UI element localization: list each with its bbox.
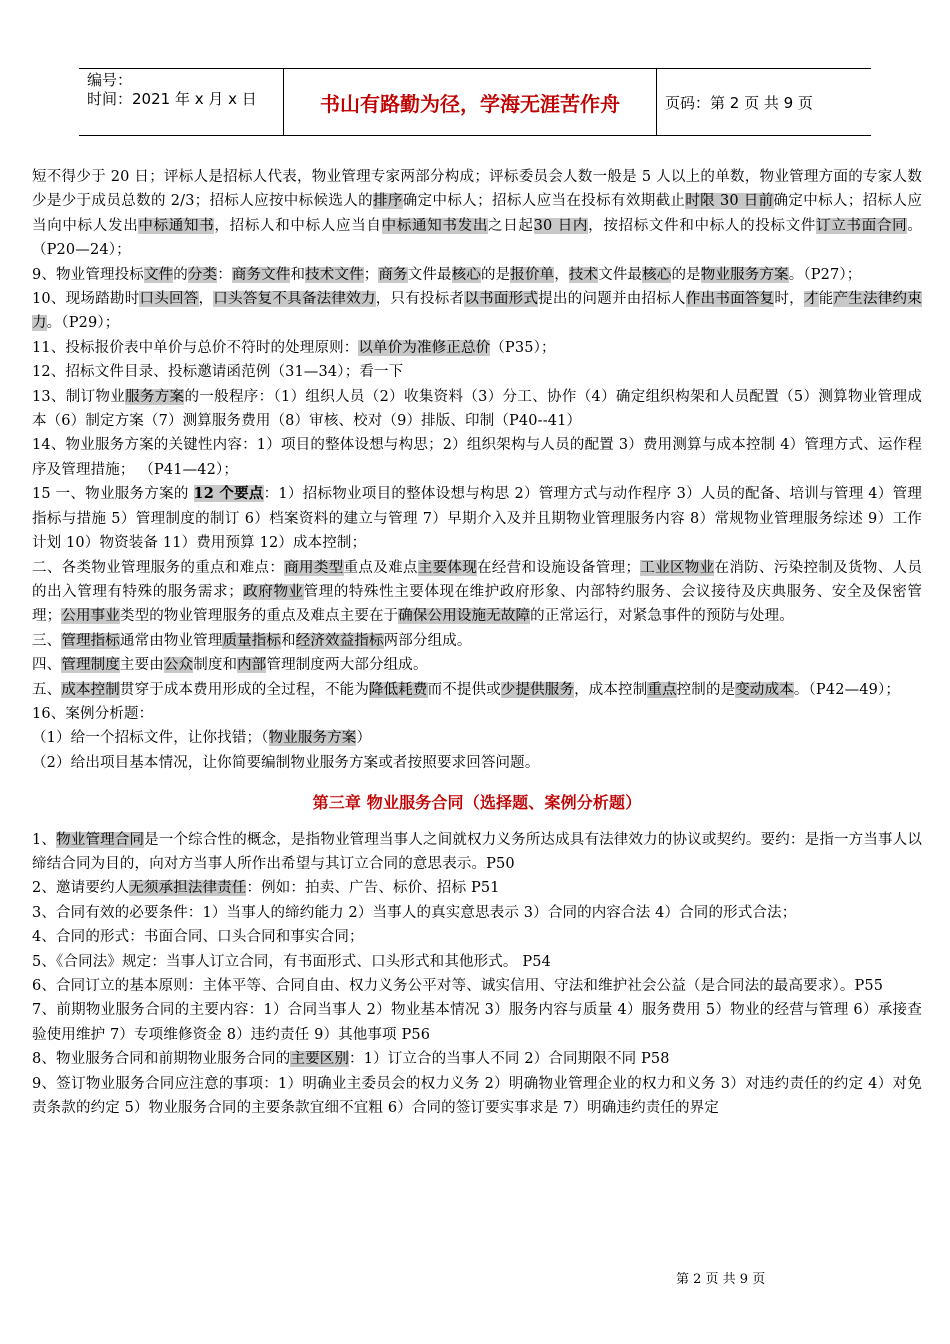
- text-run: 。（P42—49）；: [793, 681, 901, 698]
- text-run: 是一个综合性的概念，是指物业管理当事人之间就权力义务所达成具有法律效力的协议或契约。要约：是指一方当事人以缔结合同为目的，向对方当事人所作出希望与其订立合同的意思表示。P50: [32, 831, 922, 872]
- text-run: 三、: [32, 632, 62, 649]
- text-run: 控制的是: [676, 681, 736, 698]
- text-run: 。（P27）；: [788, 266, 862, 283]
- text-run: 1、: [32, 831, 57, 848]
- paragraph-ch3-item-4: 4、合同的形式：书面合同、口头合同和事实合同；: [32, 929, 364, 946]
- paragraph-ch3-item-5: 5、《合同法》规定：当事人订立合同，有书面形式、口头形式和其他形式。 P54: [32, 953, 551, 970]
- highlight: 技术文件: [305, 266, 364, 283]
- text-run: （P35）；: [490, 339, 556, 356]
- highlight: 商务: [378, 266, 408, 283]
- text-run: 。（P20—24）；: [32, 217, 923, 259]
- text-run: 13、制订物业: [32, 388, 126, 405]
- highlight: 经济效益指标: [295, 632, 384, 649]
- paragraph-ch3-item-6: 6、合同订立的基本原则：主体平等、合同自由、权力义务公平对等、诚实信用、守法和维护社会公益（是合同法的最高要求）。P55: [32, 978, 884, 994]
- highlight: 中标通知书发出: [381, 217, 489, 234]
- highlight: 工业区物业: [640, 559, 715, 576]
- text-run: 的一般程序：（1）组织人员（2）收集资料（3）分工、协作（4）确定组织构架和人员配置（5）测算物业管理成本（6）制定方案（7）测算服务费用（8）审核、校对（9）排版、印制（P40--41）: [32, 388, 922, 430]
- paragraph-item-10: [32, 287, 922, 336]
- document-body: [32, 165, 922, 1120]
- highlight: 商务文件: [231, 266, 291, 283]
- highlight: 服务方案: [125, 388, 185, 405]
- text-run: ，: [554, 266, 569, 283]
- highlight: 分类: [187, 266, 218, 283]
- highlight: 排序: [373, 193, 403, 210]
- paragraph-item-15: [32, 482, 922, 555]
- highlight: 中标通知书: [138, 217, 215, 234]
- highlight: 无须承担法律责任: [129, 880, 247, 897]
- text-run: 五、: [32, 681, 62, 698]
- paragraph-section-5: [32, 678, 922, 702]
- text-run: 和: [281, 632, 296, 649]
- paragraph-ch3-item-1: [32, 828, 922, 877]
- text-run: 文件最: [598, 266, 643, 283]
- highlight: 主要体现: [417, 559, 478, 576]
- text-run: 通常由物业管理: [119, 632, 223, 649]
- text-run: 管理制度两大部分组成。: [266, 657, 428, 674]
- paragraph-ch3-item-3: 3、合同有效的必要条件：1）当事人的缔约能力 2）当事人的真实意思表示 3）合同的内容合法 4）合同的形式合法；: [32, 904, 797, 921]
- text-run: 主要由: [119, 657, 164, 674]
- text-run: 重点及难点: [343, 559, 418, 576]
- highlight: 物业服务方案: [700, 266, 789, 283]
- highlight: 文件: [143, 266, 174, 283]
- highlight: 成本控制: [61, 681, 120, 698]
- highlight: 政府物业: [242, 583, 304, 600]
- text-run: 的是: [671, 266, 701, 283]
- chapter-title: 第三章 物业服务合同（选择题、案例分析题）: [312, 793, 642, 813]
- highlight: 物业服务方案: [268, 730, 357, 747]
- text-run: （1）给一个招标文件，让你找错；（: [32, 730, 269, 747]
- text-run: 能: [818, 291, 834, 308]
- highlight: 核心: [451, 266, 481, 283]
- text-run: 的是: [480, 266, 511, 283]
- paragraph-ch3-item-9: 9、签订物业服务合同应注意的事项：1）明确业主委员会的权力义务 2）明确物业管理企业的权力和义务 3）对违约责任的约定 4）对免责条款的约定 5）物业服务合同的主要条款宜细不宜粗 6）合同的签订要实事求是 7）明确违约责任的界定: [32, 1075, 922, 1117]
- highlight: 管理指标: [61, 632, 120, 649]
- highlight: 以书面形式: [464, 291, 539, 308]
- text-run: 而不提供或: [427, 681, 501, 698]
- paragraph-section-4: [32, 653, 922, 677]
- highlight: 质量指标: [222, 632, 282, 649]
- highlight: 订立书面合同: [816, 217, 908, 234]
- text-run: ，按招标文件和中标人的投标文件: [588, 217, 817, 234]
- highlight: 确保公用设施无故障: [398, 608, 531, 625]
- text-run: 在经营和设施设备管理；: [477, 559, 641, 576]
- text-run: ，成本控制: [574, 681, 648, 698]
- paragraph-p1: [32, 165, 922, 263]
- text-run: 9、物业管理投标: [32, 266, 144, 283]
- highlight: 时限 30 日前: [685, 193, 774, 210]
- paragraph-section-3: [32, 629, 922, 653]
- text-run: 在消防、污染控制及货物、人员的出入管理有特殊的服务需求；: [32, 559, 922, 600]
- text-run: 贯穿于成本费用形成的全过程，不能为: [119, 681, 369, 698]
- highlight: 主要区别: [290, 1051, 350, 1068]
- highlight: 重点: [647, 681, 677, 698]
- highlight: 商用类型: [284, 559, 344, 576]
- highlight: 降低耗费: [368, 681, 428, 698]
- paragraph-item-12: 12、招标文件目录、投标邀请函范例（31—34）；看一下: [32, 364, 404, 381]
- highlight: 公用事业: [61, 608, 120, 625]
- text-run: 类型的物业管理服务的重点及难点主要在于: [119, 608, 399, 625]
- paragraph-case-2: （2）给出项目基本情况，让你简要编制物业服务方案或者按照要求回答问题。: [32, 754, 540, 771]
- highlight: 才: [803, 291, 819, 308]
- highlight: 30 日内: [533, 217, 589, 234]
- text-run: 确定中标人；招标人应当在投标有效期截止: [402, 193, 686, 210]
- text-run: 四、: [32, 657, 62, 674]
- highlight: 少提供服务: [500, 681, 575, 698]
- text-run: ，招标人和中标人应当自: [214, 217, 382, 234]
- paragraph-ch3-item-8: [32, 1047, 922, 1071]
- text-run: 和: [290, 266, 306, 283]
- text-run: 制度和: [193, 657, 238, 674]
- highlight: 口头答复不具备法律效力: [213, 291, 376, 308]
- text-run: ：: [217, 266, 232, 283]
- text-run: 。（P29）；: [46, 315, 120, 332]
- text-run: 的: [173, 266, 188, 283]
- highlight: 内部: [237, 657, 267, 674]
- paragraph-section-2: [32, 556, 922, 629]
- paragraph-item-9: [32, 263, 922, 287]
- text-run: 2、邀请要约人: [32, 880, 130, 897]
- highlight: 变动成本: [735, 681, 794, 698]
- text-run: 文件最: [407, 266, 452, 283]
- highlight: 产生法律约束力: [32, 291, 922, 332]
- header-page-info: 页码：第 2 页 共 9 页: [665, 93, 813, 112]
- text-run: 两部分组成。: [383, 632, 472, 649]
- highlight: 核心: [642, 266, 672, 283]
- paragraph-ch3-item-7: 7、前期物业服务合同的主要内容：1）合同当事人 2）物业基本情况 3）服务内容与质量 4）服务费用 5）物业的经营与管理 6）承接查验使用维护 7）专项维修资金 8）违约责任 9）其他事项 P56: [32, 1002, 922, 1043]
- paragraph-item-16: 16、案例分析题：: [32, 705, 154, 722]
- highlight: 物业管理合同: [56, 831, 145, 848]
- highlight: 公众: [163, 657, 194, 674]
- header-meta: [79, 69, 283, 135]
- text-run: ：例如：拍卖、广告、标价、招标 P51: [246, 880, 500, 897]
- document-number-label: 编号：: [87, 71, 133, 89]
- text-run: 确定中标人；招标人应当向中标人发出: [32, 193, 922, 234]
- highlight: 作出书面答复: [685, 291, 775, 308]
- text-run: 11、投标报价表中单价与总价不符时的处理原则：: [32, 339, 359, 356]
- text-run: ，只有投标者: [375, 291, 465, 308]
- highlight: 以单价为准修正总价: [358, 339, 491, 356]
- paragraph-item-11: [32, 336, 922, 360]
- text-run: 短不得少于 20 日；评标人是招标人代表，物业管理专家两部分构成；评标委员会人数一般是 5 人以上的单数，物业管理方面的专家人数少是少于成员总数的 2/3；招标人应按中标候选人的: [32, 169, 922, 210]
- text-run: 10、现场踏勘时: [32, 291, 140, 308]
- paragraph-item-14: 14、物业服务方案的关键性内容：1）项目的整体设想与构思；2）组织架构与人员的配置 3）费用测算与成本控制 4）管理方式、运作程序及管理措施； （P41—42）；: [32, 437, 922, 478]
- text-run: 二、各类物业管理服务的重点和难点：: [32, 559, 285, 576]
- header-motto: 书山有路勤为径，学海无涯苦作舟: [283, 69, 657, 135]
- text-run: ：1）订立合的当事人不同 2）合同期限不同 P58: [349, 1051, 670, 1068]
- text-run: 15 一、物业服务方案的: [32, 486, 194, 503]
- highlight: 技术: [568, 266, 599, 283]
- paragraph-ch3-item-2: [32, 876, 922, 900]
- highlight: 管理制度: [61, 657, 120, 674]
- highlight: 报价单: [510, 266, 555, 283]
- paragraph-item-13: [32, 385, 922, 434]
- text-run: ）: [356, 730, 372, 747]
- page-footer: 第 2 页 共 9 页: [676, 1272, 766, 1287]
- page-header: [79, 68, 871, 136]
- text-run: 管理的特殊性主要体现在维护政府形象、内部特约服务、会议接待及庆典服务、安全及保密管理；: [32, 583, 922, 625]
- text-run: 提出的问题并由招标人: [538, 291, 686, 308]
- text-run: ；: [363, 266, 379, 283]
- text-run: ，: [198, 291, 214, 308]
- text-run: 时，: [774, 291, 804, 308]
- text-run: 之日起: [488, 217, 534, 234]
- text-run: 的正常运行，对紧急事件的预防与处理。: [530, 608, 794, 625]
- highlight: 口头回答: [139, 291, 199, 308]
- paragraph-case-1: [32, 726, 922, 750]
- text-run: 8、物业服务合同和前期物业服务合同的: [32, 1051, 291, 1068]
- highlight: 12 个要点: [193, 485, 264, 503]
- document-date: 时间：2021 年 x 月 x 日: [87, 90, 257, 108]
- text-run: ：1）招标物业项目的整体设想与构思 2）管理方式与动作程序 3）人员的配备、培训与管理 4）管理指标与措施 5）管理制度的制订 6）档案资料的建立与管理 7）早期介入及并且期物业管理服务内容 8）常规物业管理服务综述 9）工作计划 10）物资装备 11）费用预算 12）成本控制；: [32, 486, 922, 552]
